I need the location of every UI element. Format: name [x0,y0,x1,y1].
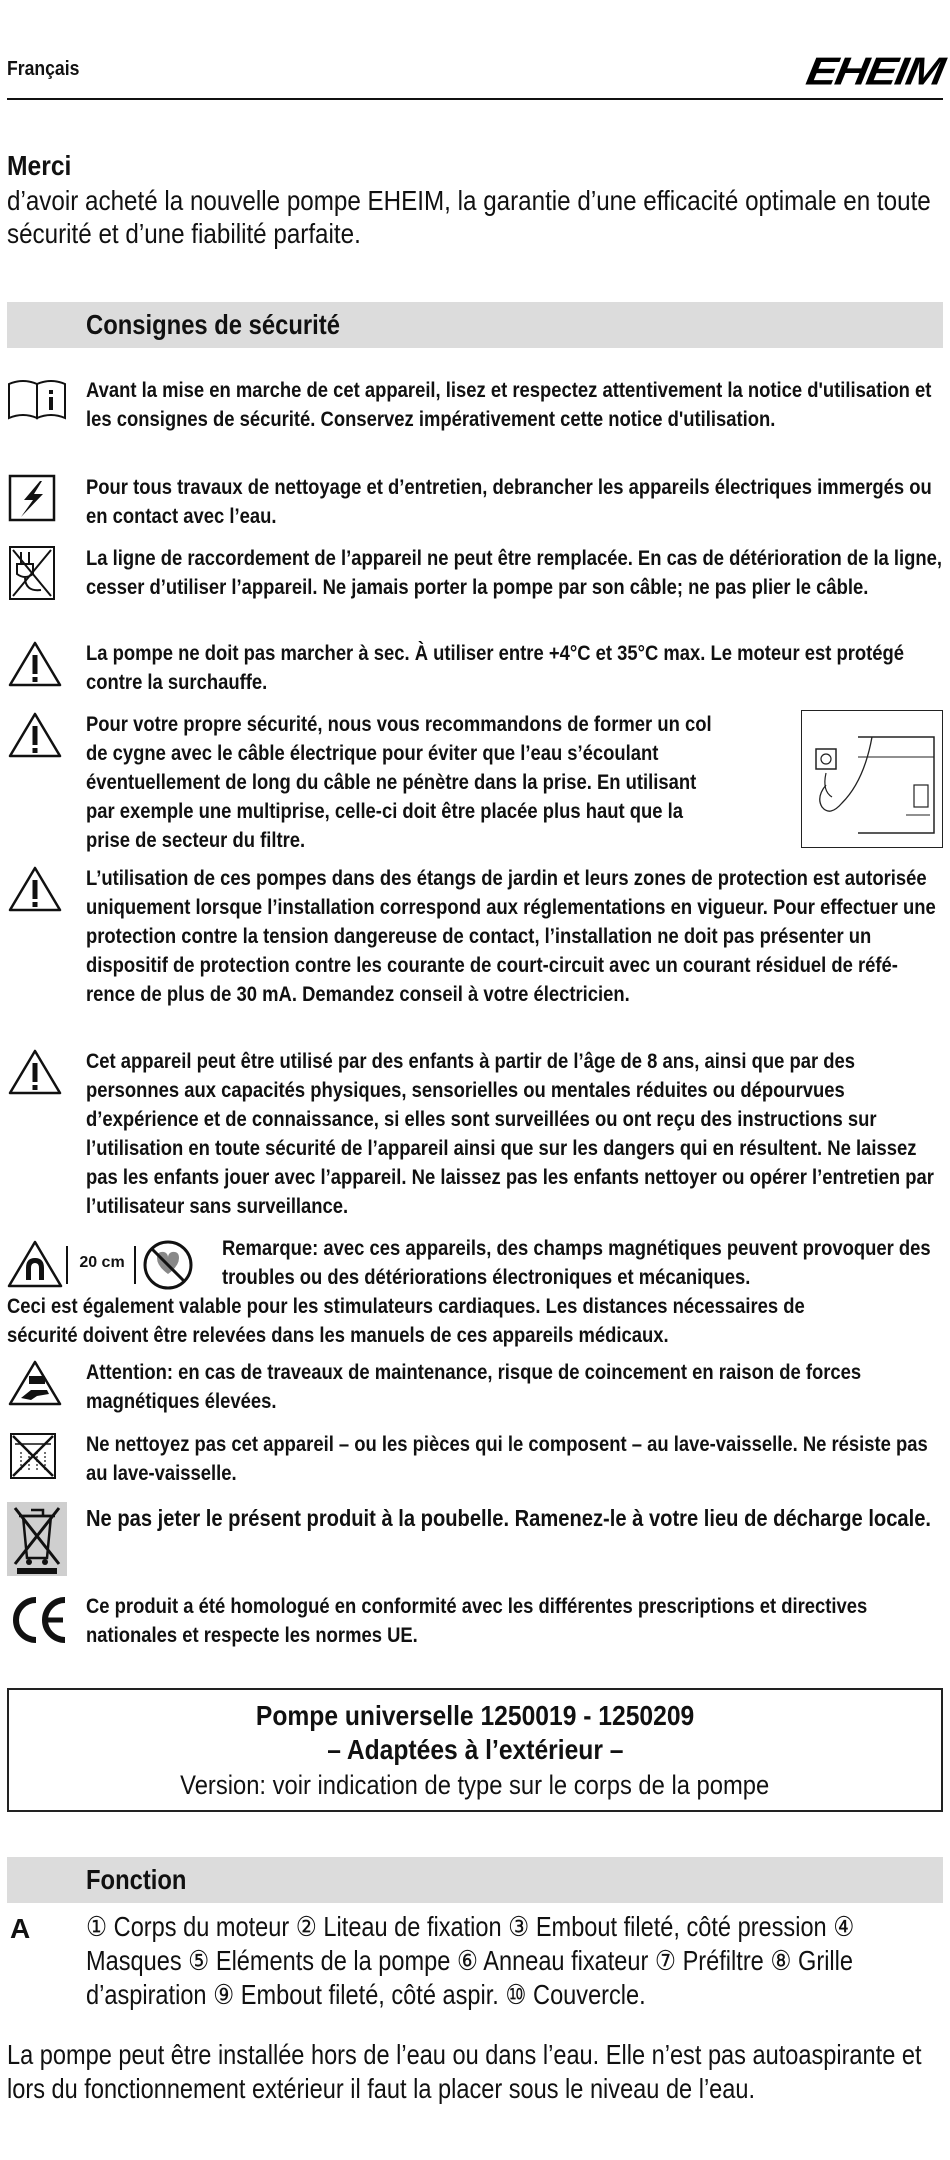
hand-crush-icon [7,1358,67,1410]
warning-triangle-icon [7,639,67,691]
safety-text: Cet appareil peut être utilisé par des enfants à partir de l’âge de 8 ans, ainsi que par des personnes aux capacités physiques, sensorielles ou mentales réduites ou dépourvues d’expérience et de connaissance, si elles sont surveillées ou ont reçu des instructions sur l’utilisation en toute sécurité de l’appareil ainsi que sur les dangers qui en résultent. Ne laissez pas les enfants jouer avec l’appareil. Ne laissez pas les enfants nettoyer ou opérer l’entretien par l’utilisateur sans surveillance. [86,1049,934,1218]
section-band-safety [7,302,943,348]
section-title-safety: Consignes de sécurité [86,309,340,340]
electric-shock-icon [7,473,67,525]
safety-text: Attention: en cas de traveaux de maintenance, risque de coincement en raison de forces magnétiques élevées. [86,1360,862,1413]
magnet-distance-label: 20 cm [79,1254,125,1271]
warning-triangle-icon [7,1047,67,1099]
header-divider [7,98,943,100]
intro-heading: Merci [7,150,72,181]
no-dishwasher-icon [7,1430,67,1482]
language-label: Français [7,58,80,80]
warning-triangle-icon [7,710,67,762]
magnet-pacemaker-icons [7,1236,207,1292]
safety-text: Ne nettoyez pas cet appareil – ou les pièces qui le composent – au lave-vaisselle. Ne résiste pas au lave-vaisselle. [86,1432,928,1485]
safety-text: Avant la mise en marche de cet appareil, lisez et respectez attentivement la notice d'utilisation et les consignes de sécurité. Conservez impérativement cette notice d'utilisation. [86,378,932,431]
safety-text: La ligne de raccordement de l’appareil ne peut être remplacée. En cas de détérioration de la ligne, cesser d’utiliser l’appareil. Ne jamais porter la pompe par son câble; ne pas plier le câble. [86,546,943,599]
drip-loop-illustration [801,710,943,848]
brand-logo: EHEIM [803,48,947,94]
safety-text: Ce produit a été homologué en conformité avec les différentes prescriptions et directives nationales et respecte les normes UE. [86,1594,868,1647]
no-cable-replace-icon [7,544,67,596]
product-title: Pompe universelle 1250019 - 1250209 [255,1700,695,1731]
function-text: La pompe peut être installée hors de l’eau ou dans l’eau. Elle n’est pas autoaspirante et lors du fonctionnement extérieur il faut la placer sous le niveau de l’eau. [7,2039,922,2104]
section-title-function: Fonction [86,1864,187,1895]
product-box [7,1688,943,1812]
magnet-note-text-b: Ceci est également valable pour les stimulateurs cardiaques. Les distances nécessaires de sécurité doivent être relevées dans les manuels de ces appareils médicaux. [7,1294,805,1347]
safety-text: L’utilisation de ces pompes dans des étangs de jardin et leurs zones de protection est autorisée uniquement lorsque l’installation correspond aux réglementations en vigueur. Pour effectuer une protection contre la tension dangereuse de contact, l’installation ne doit pas présenter un dispositif de protection contre les courante de court-circuit avec un courant résiduel de réfé-rence de plus de 30 mA. Demandez conseil à votre électricien. [86,866,936,1006]
product-subtitle: – Adaptées à l’extérieur – [326,1734,624,1765]
magnet-note-text-a: Remarque: avec ces appareils, des champs magnétiques peuvent provoquer des troubles ou des détériorations électroniques et mécaniques. [222,1236,931,1289]
section-band-function [7,1857,943,1903]
safety-text: Pour votre propre sécurité, nous vous recommandons de former un col de cygne avec le câble électrique pour éviter que l’eau s’écoulant éventuellement de long du câble ne pénètre dans la prise. En utilisant par exemple une multiprise, celle-ci doit être placée plus haut que la prise de secteur du filtre. [86,712,712,852]
safety-text: Ne pas jeter le présent produit à la poubelle. Ramenez-le à votre lieu de décharge locale. [86,1505,932,1531]
parts-list: ① Corps du moteur ② Liteau de fixation ③ Embout fileté, côté pression ④ Masques ⑤ Eléments de la pompe ⑥ Anneau fixateur ⑦ Préfiltre ⑧ Grille d’aspiration ⑨ Embout fileté, côté aspir. ⑩ Couvercle. [86,1911,855,2010]
product-version: Version: voir indication de type sur le corps de la pompe [180,1770,770,1800]
safety-text: Pour tous travaux de nettoyage et d’entretien, debrancher les appareils électriques immergés ou en contact avec l’eau. [86,475,932,528]
figure-key-label: A [10,1913,31,1944]
weee-bin-icon [7,1502,67,1576]
manual-info-icon [7,376,67,428]
safety-text: La pompe ne doit pas marcher à sec. À utiliser entre +4°C et 35°C max. Le moteur est protégé contre la surchauffe. [86,641,905,694]
warning-triangle-icon [7,864,67,916]
ce-mark-icon [7,1592,67,1644]
intro-text: d’avoir acheté la nouvelle pompe EHEIM, la garantie d’une efficacité optimale en toute sécurité et d’une fiabilité parfaite. [7,185,931,249]
